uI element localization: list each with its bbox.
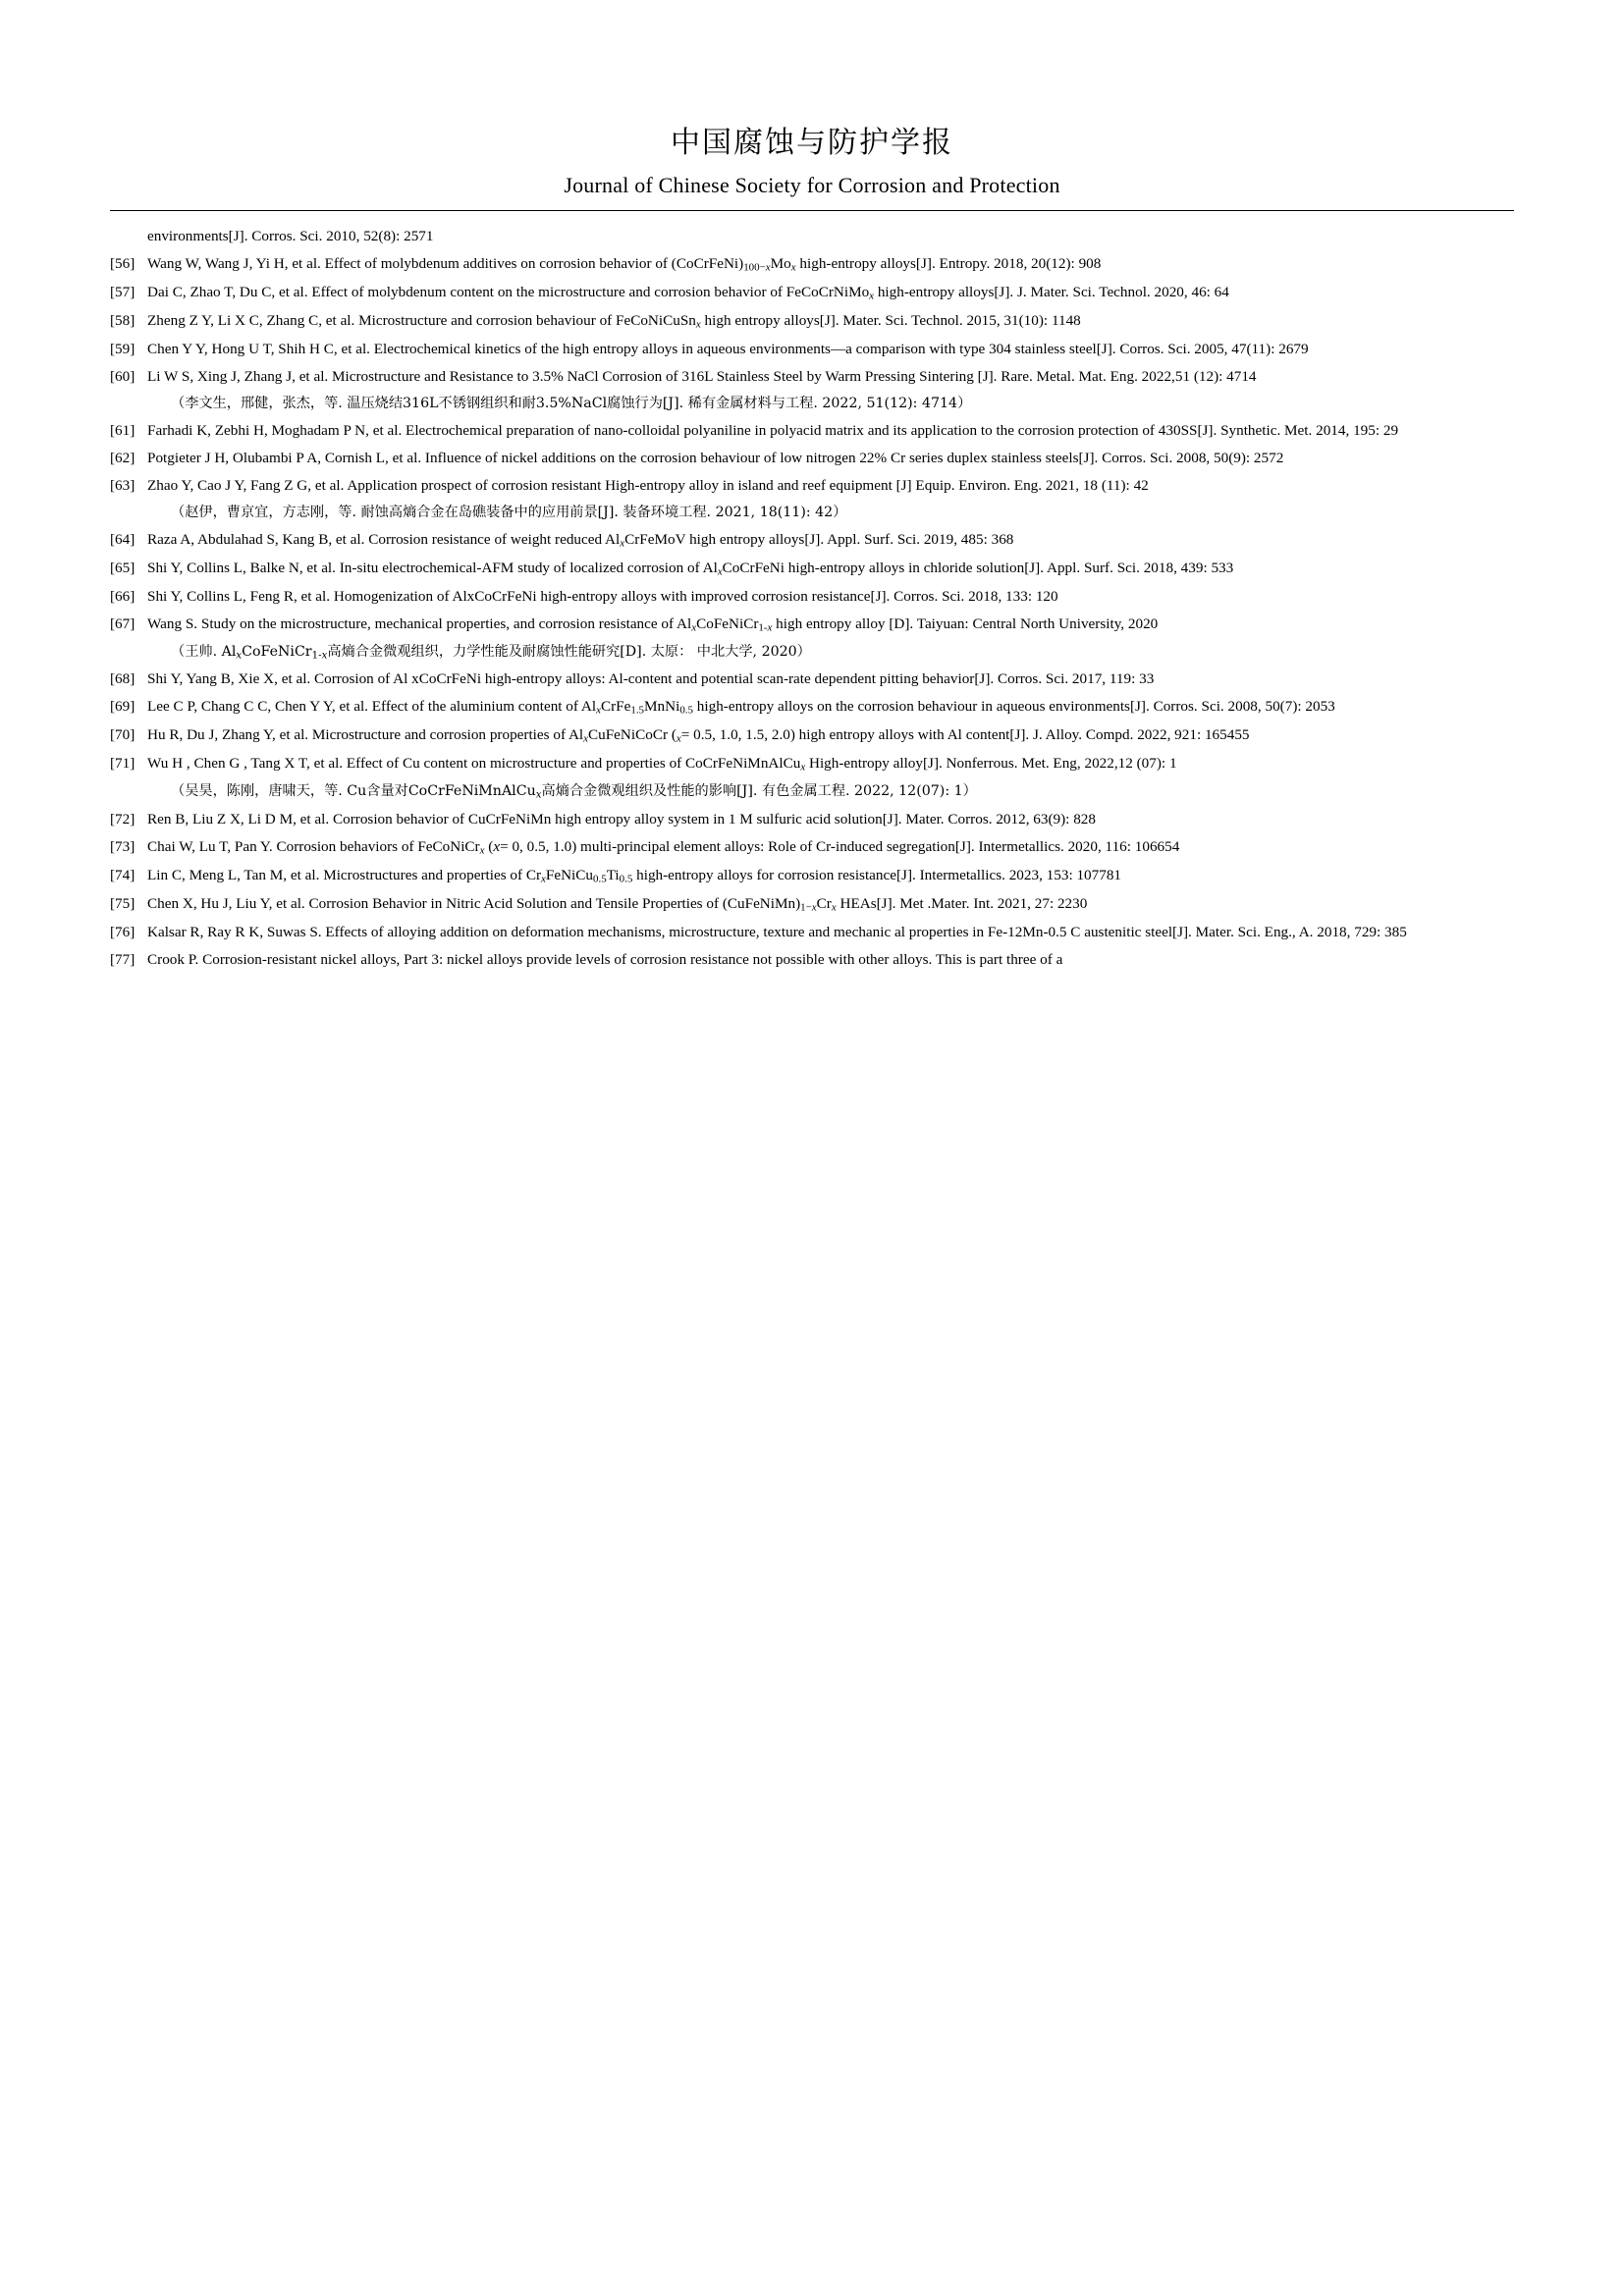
reference-number: [56] xyxy=(110,255,135,273)
reference-number: [60] xyxy=(110,368,135,386)
reference-chinese-translation: （吴昊，陈刚，唐啸天，等. Cu含量对CoCrFeNiMnAlCu$_x$高熵合金微观组织及性能的影响[J]. 有色金属工程. 2022, 12(07): 1） xyxy=(171,783,977,801)
reference-number: [67] xyxy=(110,614,135,632)
reference-entries xyxy=(110,252,1514,972)
reference-item xyxy=(110,447,1514,471)
reference-chinese-translation: （赵伊，曹京宜，方志刚，等. 耐蚀高熵合金在岛礁装备中的应用前景[J]. 装备环境工程. 2021, 18(11): 42） xyxy=(171,505,847,521)
reference-number: [66] xyxy=(110,587,135,605)
reference-chinese-translation: （王帅. $Al_xCoFeNiCr_{1-x}$高熵合金微观组织，力学性能及耐腐蚀性能研究[D]. 太原： 中北大学, 2020） xyxy=(171,643,811,662)
continuation-line: environments[J]. Corros. Sci. 2010, 52(8): 2571 xyxy=(147,228,434,244)
page-header xyxy=(0,0,1624,198)
reference-number: [71] xyxy=(110,755,135,773)
reference-number: [64] xyxy=(110,530,135,548)
reference-text: Ren B, Liu Z X, Li D M, et al. Corrosion behavior of CuCrFeNiMn high entropy alloy system in 1 M sulfuric acid solution[J]. Mater. Corros. 2012, 63(9): 828 xyxy=(147,810,1096,828)
reference-number: [62] xyxy=(110,449,135,466)
reference-item xyxy=(110,835,1514,860)
reference-text: Hu R, Du J, Zhang Y, et al. Microstructure and corrosion properties of $Al_xCuFeNiCoCr$ ($_x= 0.5$, 1.0, 1.5, 2.0) high entropy alloys with Al content[J]. J. Alloy. Compd. 2022, 921: 165455 xyxy=(147,726,1250,745)
reference-number: [72] xyxy=(110,810,135,828)
reference-text: Lee C P, Chang C C, Chen Y Y, et al. Effect of the aluminium content of $Al_xCrFe_{1.5}MnNi_{0.5}$ high-entropy alloys on the corrosion behaviour in aqueous environments[J]. Corros. Sci. 2008, 50(7): 2053 xyxy=(147,698,1335,718)
reference-item xyxy=(110,252,1514,277)
reference-item xyxy=(110,281,1514,305)
reference-text: Zheng Z Y, Li X C, Zhang C, et al. Microstructure and corrosion behaviour of FeCoNiCuSn$_x$ high entropy alloys[J]. Mater. Sci. Technol. 2015, 31(10): 1148 xyxy=(147,312,1081,331)
reference-item xyxy=(110,309,1514,334)
reference-item xyxy=(110,695,1514,720)
reference-text: Wu H , Chen G , Tang X T, et al. Effect of Cu content on microstructure and properties of CoCrFeNiMnAlCu$_x$ High-entropy alloy[J]. Nonferrous. Met. Eng, 2022,12 (07): 1 xyxy=(147,755,1177,774)
reference-item xyxy=(110,557,1514,581)
reference-text: Farhadi K, Zebhi H, Moghadam P N, et al. Electrochemical preparation of nano-colloidal polyaniline in polyacid matrix and its application to the corrosion protection of 430SS[J]. Synthetic. Met. 2014, 195: 29 xyxy=(147,421,1399,439)
reference-number: [59] xyxy=(110,340,135,357)
reference-item xyxy=(110,474,1514,499)
reference-number: [63] xyxy=(110,476,135,494)
reference-number: [77] xyxy=(110,950,135,968)
reference-number: [70] xyxy=(110,726,135,744)
reference-item xyxy=(110,948,1514,973)
reference-chinese-translation: （李文生，邢健，张杰，等. 温压烧结316L不锈钢组织和耐3.5%NaCl腐蚀行为[J]. 稀有金属材料与工程. 2022, 51(12): 4714） xyxy=(171,396,972,412)
reference-number: [75] xyxy=(110,894,135,912)
reference-number: [61] xyxy=(110,421,135,439)
reference-number: [68] xyxy=(110,670,135,688)
reference-text: Shi Y, Yang B, Xie X, et al. Corrosion of Al xCoCrFeNi high-entropy alloys: Al-content and potential scan-rate dependent pitting behavior[J]. Corros. Sci. 2017, 119: 33 xyxy=(147,670,1155,688)
reference-text: Zhao Y, Cao J Y, Fang Z G, et al. Application prospect of corrosion resistant High-entropy alloy in island and reef equipment [J] Equip. Environ. Eng. 2021, 18 (11): 42 xyxy=(147,476,1149,494)
journal-title-chinese: 中国腐蚀与防护学报 xyxy=(671,126,953,160)
reference-number: [74] xyxy=(110,866,135,883)
reference-text: Wang S. Study on the microstructure, mechanical properties, and corrosion resistance of $Al_xCoFeNiCr_{1-x}$ high entropy alloy [D]. Taiyuan: Central North University, 2020 xyxy=(147,614,1159,634)
reference-text: Kalsar R, Ray R K, Suwas S. Effects of alloying addition on deformation mechanisms, microstructure, texture and mechanic al properties in Fe-12Mn-0.5 C austenitic steel[J]. Mater. Sci. Eng., A. 2018, 729: 385 xyxy=(147,923,1407,940)
journal-title-english: Journal of Chinese Society for Corrosion and Protection xyxy=(564,173,1060,197)
reference-text: Dai C, Zhao T, Du C, et al. Effect of molybdenum content on the microstructure and corrosion behavior of FeCoCrNiMo$_x$ high-entropy alloys[J]. J. Mater. Sci. Technol. 2020, 46: 64 xyxy=(147,284,1229,302)
reference-text: Chen X, Hu J, Liu Y, et al. Corrosion Behavior in Nitric Acid Solution and Tensile Properties of $(CuFeNiMn)_{1-x}Cr_x$ HEAs[J]. Met .Mater. Int. 2021, 27: 2230 xyxy=(147,894,1088,914)
reference-text: Li W S, Xing J, Zhang J, et al. Microstructure and Resistance to 3.5% NaCl Corrosion of 316L Stainless Steel by Warm Pressing Sintering [J]. Rare. Metal. Mat. Eng. 2022,51 (12): 4714 xyxy=(147,368,1257,386)
reference-text: Lin C, Meng L, Tan M, et al. Microstructures and properties of $Cr_xFeNiCu_{0.5}Ti_{0.5}$ high-entropy alloys for corrosion resistance[J]. Intermetallics. 2023, 153: 107781 xyxy=(147,866,1122,885)
reference-item xyxy=(110,921,1514,945)
reference-number: [69] xyxy=(110,698,135,716)
reference-number: [58] xyxy=(110,312,135,330)
reference-item xyxy=(110,892,1514,917)
reference-item xyxy=(110,338,1514,362)
reference-text: Crook P. Corrosion-resistant nickel alloys, Part 3: nickel alloys provide levels of corrosion resistance not possible with other alloys. This is part three of a xyxy=(147,950,1063,968)
reference-item xyxy=(110,667,1514,692)
reference-text: Chen Y Y, Hong U T, Shih H C, et al. Electrochemical kinetics of the high entropy alloys in aqueous environments—a comparison with type 304 stainless steel[J]. Corros. Sci. 2005, 47(11): 2679 xyxy=(147,340,1309,357)
reference-item xyxy=(110,723,1514,748)
reference-item xyxy=(110,419,1514,444)
reference-text: Potgieter J H, Olubambi P A, Cornish L, et al. Influence of nickel additions on the corrosion behaviour of low nitrogen 22% Cr series duplex stainless steels[J]. Corros. Sci. 2008, 50(9): 2572 xyxy=(147,449,1284,466)
reference-item xyxy=(110,808,1514,832)
reference-text: Raza A, Abdulahad S, Kang B, et al. Corrosion resistance of weight reduced $Al_xCrFeMoV$ high entropy alloys[J]. Appl. Surf. Sci. 2019, 485: 368 xyxy=(147,530,1014,550)
reference-number: [65] xyxy=(110,559,135,576)
reference-text: Shi Y, Collins L, Feng R, et al. Homogenization of AlxCoCrFeNi high-entropy alloys with improved corrosion resistance[J]. Corros. Sci. 2018, 133: 120 xyxy=(147,587,1058,605)
reference-item xyxy=(110,752,1514,776)
reference-item xyxy=(110,613,1514,637)
reference-text: Chai W, Lu T, Pan Y. Corrosion behaviors of FeCoNiCr$_x$ (x= 0, 0.5, 1.0) multi-principal element alloys: Role of Cr-induced segregation[J]. Intermetallics. 2020, 116: 106654 xyxy=(147,837,1180,857)
reference-item xyxy=(110,528,1514,553)
reference-number: [76] xyxy=(110,923,135,940)
reference-item xyxy=(110,365,1514,390)
reference-item xyxy=(110,864,1514,888)
reference-text: Shi Y, Collins L, Balke N, et al. In-situ electrochemical-AFM study of localized corrosion of $Al_xCoCrFeNi$ high-entropy alloys in chloride solution[J]. Appl. Surf. Sci. 2018, 439: 533 xyxy=(147,559,1234,578)
reference-list xyxy=(110,211,1514,973)
reference-text: Wang W, Wang J, Yi H, et al. Effect of molybdenum additives on corrosion behavior of $(CoCrFeNi)_{100-x}Mo_x$ high-entropy alloys[J]. Entropy. 2018, 20(12): 908 xyxy=(147,255,1102,274)
reference-number: [57] xyxy=(110,284,135,301)
reference-number: [73] xyxy=(110,837,135,855)
reference-item xyxy=(110,585,1514,610)
